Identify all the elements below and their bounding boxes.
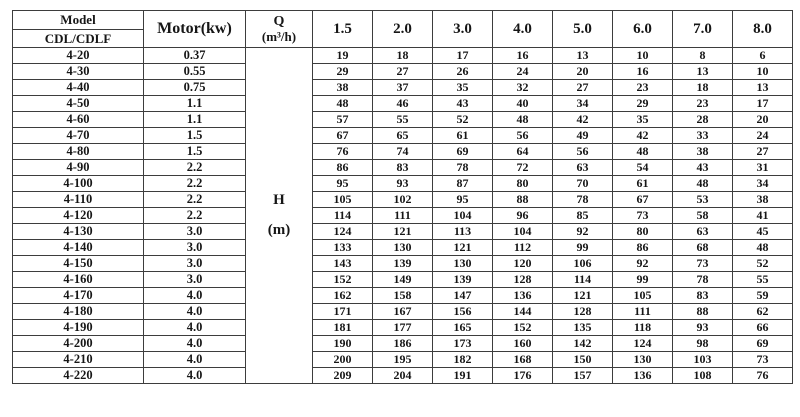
table-row (13, 224, 793, 240)
header-flow-5-0: 5.0 (553, 11, 613, 48)
header-row-top (13, 11, 793, 30)
head-value-cell: 32 (493, 80, 553, 96)
head-value-cell: 29 (613, 96, 673, 112)
head-value-cell: 62 (733, 304, 793, 320)
motor-cell: 1.5 (144, 144, 246, 160)
head-value-cell: 204 (373, 368, 433, 384)
head-value-cell: 111 (613, 304, 673, 320)
head-value-cell: 64 (493, 144, 553, 160)
motor-cell: 0.37 (144, 48, 246, 64)
model-cell: 4-180 (13, 304, 144, 320)
head-value-cell: 61 (613, 176, 673, 192)
head-value-cell: 43 (673, 160, 733, 176)
head-value-cell: 108 (673, 368, 733, 384)
head-value-cell: 69 (733, 336, 793, 352)
head-value-cell: 99 (613, 272, 673, 288)
head-value-cell: 92 (613, 256, 673, 272)
head-value-cell: 74 (373, 144, 433, 160)
head-value-cell: 55 (373, 112, 433, 128)
head-value-cell: 8 (673, 48, 733, 64)
head-value-cell: 162 (313, 288, 373, 304)
model-cell: 4-30 (13, 64, 144, 80)
head-value-cell: 63 (673, 224, 733, 240)
q-unit: (m³/h) (261, 28, 297, 44)
model-cell: 4-190 (13, 320, 144, 336)
head-value-cell: 29 (313, 64, 373, 80)
head-value-cell: 152 (313, 272, 373, 288)
model-cell: 4-200 (13, 336, 144, 352)
pump-performance-table (12, 10, 793, 384)
head-value-cell: 34 (733, 176, 793, 192)
table-row (13, 208, 793, 224)
head-value-cell: 6 (733, 48, 793, 64)
head-value-cell: 88 (493, 192, 553, 208)
table-row (13, 64, 793, 80)
head-value-cell: 43 (433, 96, 493, 112)
head-value-cell: 67 (313, 128, 373, 144)
head-value-cell: 118 (613, 320, 673, 336)
motor-cell: 4.0 (144, 336, 246, 352)
head-value-cell: 63 (553, 160, 613, 176)
head-value-cell: 200 (313, 352, 373, 368)
header-flow-3-0: 3.0 (433, 11, 493, 48)
q-symbol: Q (273, 14, 285, 30)
head-value-cell: 135 (553, 320, 613, 336)
model-cell: 4-120 (13, 208, 144, 224)
motor-cell: 1.1 (144, 112, 246, 128)
motor-cell: 3.0 (144, 224, 246, 240)
head-value-cell: 19 (313, 48, 373, 64)
head-value-cell: 130 (373, 240, 433, 256)
model-cell: 4-210 (13, 352, 144, 368)
head-value-cell: 88 (673, 304, 733, 320)
head-value-cell: 42 (553, 112, 613, 128)
head-value-cell: 18 (373, 48, 433, 64)
head-value-cell: 136 (493, 288, 553, 304)
head-value-cell: 78 (553, 192, 613, 208)
head-value-cell: 114 (553, 272, 613, 288)
head-value-cell: 124 (613, 336, 673, 352)
head-value-cell: 104 (493, 224, 553, 240)
head-value-cell: 173 (433, 336, 493, 352)
head-value-cell: 72 (493, 160, 553, 176)
model-cell: 4-150 (13, 256, 144, 272)
head-value-cell: 76 (313, 144, 373, 160)
head-value-cell: 96 (493, 208, 553, 224)
motor-cell: 0.55 (144, 64, 246, 80)
head-value-cell: 142 (553, 336, 613, 352)
head-value-cell: 93 (373, 176, 433, 192)
table-row (13, 336, 793, 352)
head-value-cell: 143 (313, 256, 373, 272)
header-flow-6-0: 6.0 (613, 11, 673, 48)
header-model-label: Model (13, 11, 144, 30)
head-value-cell: 121 (373, 224, 433, 240)
head-value-cell: 53 (673, 192, 733, 208)
motor-cell: 1.1 (144, 96, 246, 112)
table-row (13, 368, 793, 384)
motor-cell: 2.2 (144, 208, 246, 224)
header-flow-label (246, 11, 313, 48)
head-value-cell: 20 (553, 64, 613, 80)
head-value-cell: 80 (493, 176, 553, 192)
head-value-cell: 168 (493, 352, 553, 368)
head-value-cell: 114 (313, 208, 373, 224)
head-value-cell: 95 (313, 176, 373, 192)
head-value-cell: 209 (313, 368, 373, 384)
model-cell: 4-130 (13, 224, 144, 240)
head-value-cell: 139 (373, 256, 433, 272)
head-value-cell: 86 (313, 160, 373, 176)
head-symbol: H (273, 192, 285, 208)
head-value-cell: 76 (733, 368, 793, 384)
head-value-cell: 58 (673, 208, 733, 224)
head-value-cell: 41 (733, 208, 793, 224)
table-row (13, 128, 793, 144)
head-value-cell: 111 (373, 208, 433, 224)
motor-cell: 2.2 (144, 160, 246, 176)
head-value-cell: 46 (373, 96, 433, 112)
header-flow-2-0: 2.0 (373, 11, 433, 48)
head-value-cell: 104 (433, 208, 493, 224)
head-value-cell: 33 (673, 128, 733, 144)
head-value-cell: 190 (313, 336, 373, 352)
head-value-cell: 85 (553, 208, 613, 224)
head-value-cell: 45 (733, 224, 793, 240)
model-cell: 4-170 (13, 288, 144, 304)
table-row (13, 160, 793, 176)
table-row (13, 256, 793, 272)
head-value-cell: 128 (493, 272, 553, 288)
model-cell: 4-70 (13, 128, 144, 144)
model-cell: 4-220 (13, 368, 144, 384)
head-value-cell: 152 (493, 320, 553, 336)
motor-cell: 4.0 (144, 368, 246, 384)
head-value-cell: 38 (673, 144, 733, 160)
head-value-cell: 24 (733, 128, 793, 144)
head-value-cell: 139 (433, 272, 493, 288)
head-value-cell: 177 (373, 320, 433, 336)
motor-cell: 1.5 (144, 128, 246, 144)
motor-cell: 3.0 (144, 256, 246, 272)
model-cell: 4-160 (13, 272, 144, 288)
head-value-cell: 48 (673, 176, 733, 192)
head-value-cell: 121 (433, 240, 493, 256)
head-value-cell: 93 (673, 320, 733, 336)
head-value-cell: 38 (313, 80, 373, 96)
head-value-cell: 67 (613, 192, 673, 208)
model-cell: 4-140 (13, 240, 144, 256)
head-value-cell: 195 (373, 352, 433, 368)
head-value-cell: 171 (313, 304, 373, 320)
head-value-cell: 149 (373, 272, 433, 288)
table-row (13, 176, 793, 192)
head-value-cell: 10 (613, 48, 673, 64)
head-value-cell: 10 (733, 64, 793, 80)
model-cell: 4-80 (13, 144, 144, 160)
head-value-cell: 52 (733, 256, 793, 272)
head-value-cell: 17 (733, 96, 793, 112)
header-flow-1-5: 1.5 (313, 11, 373, 48)
head-value-cell: 48 (493, 112, 553, 128)
model-cell: 4-20 (13, 48, 144, 64)
motor-cell: 2.2 (144, 192, 246, 208)
head-value-cell: 61 (433, 128, 493, 144)
head-value-cell: 130 (613, 352, 673, 368)
head-value-cell: 13 (553, 48, 613, 64)
head-value-cell: 40 (493, 96, 553, 112)
head-value-cell: 95 (433, 192, 493, 208)
head-value-cell: 181 (313, 320, 373, 336)
head-value-cell: 136 (613, 368, 673, 384)
head-value-cell: 13 (733, 80, 793, 96)
table-body (13, 48, 793, 384)
head-value-cell: 26 (433, 64, 493, 80)
head-value-cell: 56 (493, 128, 553, 144)
head-value-cell: 130 (433, 256, 493, 272)
table-row (13, 320, 793, 336)
head-value-cell: 42 (613, 128, 673, 144)
head-value-cell: 191 (433, 368, 493, 384)
table-row (13, 96, 793, 112)
head-value-cell: 103 (673, 352, 733, 368)
header-series-label: CDL/CDLF (13, 30, 144, 48)
head-value-cell: 18 (673, 80, 733, 96)
table-row (13, 48, 793, 64)
head-value-cell: 186 (373, 336, 433, 352)
motor-cell: 2.2 (144, 176, 246, 192)
head-value-cell: 160 (493, 336, 553, 352)
head-value-cell: 73 (673, 256, 733, 272)
motor-cell: 4.0 (144, 288, 246, 304)
head-value-cell: 83 (673, 288, 733, 304)
head-value-cell: 112 (493, 240, 553, 256)
head-value-cell: 176 (493, 368, 553, 384)
head-value-cell: 49 (553, 128, 613, 144)
motor-cell: 0.75 (144, 80, 246, 96)
head-value-cell: 105 (313, 192, 373, 208)
head-value-cell: 78 (673, 272, 733, 288)
header-flow-8-0: 8.0 (733, 11, 793, 48)
head-value-cell: 70 (553, 176, 613, 192)
head-value-cell: 113 (433, 224, 493, 240)
head-value-cell: 182 (433, 352, 493, 368)
head-value-cell: 23 (613, 80, 673, 96)
head-value-cell: 99 (553, 240, 613, 256)
head-value-cell: 16 (613, 64, 673, 80)
head-value-cell: 98 (673, 336, 733, 352)
head-unit-cell (246, 48, 313, 384)
head-value-cell: 56 (553, 144, 613, 160)
model-cell: 4-60 (13, 112, 144, 128)
head-value-cell: 48 (313, 96, 373, 112)
head-value-cell: 65 (373, 128, 433, 144)
head-value-cell: 34 (553, 96, 613, 112)
head-value-cell: 35 (613, 112, 673, 128)
header-flow-4-0: 4.0 (493, 11, 553, 48)
head-value-cell: 106 (553, 256, 613, 272)
head-value-cell: 73 (613, 208, 673, 224)
head-value-cell: 147 (433, 288, 493, 304)
head-value-cell: 16 (493, 48, 553, 64)
model-cell: 4-90 (13, 160, 144, 176)
head-value-cell: 20 (733, 112, 793, 128)
head-value-cell: 158 (373, 288, 433, 304)
head-value-cell: 48 (613, 144, 673, 160)
head-value-cell: 121 (553, 288, 613, 304)
head-value-cell: 28 (673, 112, 733, 128)
table-row (13, 144, 793, 160)
head-value-cell: 87 (433, 176, 493, 192)
head-value-cell: 38 (733, 192, 793, 208)
table-row (13, 80, 793, 96)
head-value-cell: 133 (313, 240, 373, 256)
header-flow-7-0: 7.0 (673, 11, 733, 48)
motor-cell: 4.0 (144, 304, 246, 320)
head-value-cell: 128 (553, 304, 613, 320)
head-value-cell: 102 (373, 192, 433, 208)
table-row (13, 240, 793, 256)
table-row (13, 112, 793, 128)
head-value-cell: 105 (613, 288, 673, 304)
head-value-cell: 69 (433, 144, 493, 160)
head-value-cell: 48 (733, 240, 793, 256)
head-value-cell: 52 (433, 112, 493, 128)
head-value-cell: 68 (673, 240, 733, 256)
head-value-cell: 157 (553, 368, 613, 384)
model-cell: 4-40 (13, 80, 144, 96)
table-row (13, 192, 793, 208)
table-row (13, 272, 793, 288)
model-cell: 4-110 (13, 192, 144, 208)
head-value-cell: 92 (553, 224, 613, 240)
head-value-cell: 35 (433, 80, 493, 96)
head-value-cell: 27 (373, 64, 433, 80)
motor-cell: 4.0 (144, 320, 246, 336)
head-value-cell: 73 (733, 352, 793, 368)
head-value-cell: 80 (613, 224, 673, 240)
head-value-cell: 66 (733, 320, 793, 336)
head-value-cell: 78 (433, 160, 493, 176)
table-row (13, 304, 793, 320)
head-value-cell: 86 (613, 240, 673, 256)
model-cell: 4-50 (13, 96, 144, 112)
head-value-cell: 120 (493, 256, 553, 272)
head-value-cell: 54 (613, 160, 673, 176)
head-value-cell: 17 (433, 48, 493, 64)
table-row (13, 288, 793, 304)
head-value-cell: 13 (673, 64, 733, 80)
table-row (13, 352, 793, 368)
head-value-cell: 27 (733, 144, 793, 160)
head-value-cell: 37 (373, 80, 433, 96)
motor-cell: 4.0 (144, 352, 246, 368)
head-value-cell: 24 (493, 64, 553, 80)
head-value-cell: 156 (433, 304, 493, 320)
head-value-cell: 83 (373, 160, 433, 176)
head-value-cell: 165 (433, 320, 493, 336)
head-unit: (m) (267, 222, 291, 238)
head-value-cell: 27 (553, 80, 613, 96)
motor-cell: 3.0 (144, 240, 246, 256)
head-value-cell: 31 (733, 160, 793, 176)
motor-cell: 3.0 (144, 272, 246, 288)
head-value-cell: 144 (493, 304, 553, 320)
head-value-cell: 59 (733, 288, 793, 304)
head-value-cell: 150 (553, 352, 613, 368)
head-value-cell: 55 (733, 272, 793, 288)
header-motor-label: Motor(kw) (144, 11, 246, 48)
head-value-cell: 124 (313, 224, 373, 240)
head-value-cell: 167 (373, 304, 433, 320)
head-value-cell: 23 (673, 96, 733, 112)
model-cell: 4-100 (13, 176, 144, 192)
head-value-cell: 57 (313, 112, 373, 128)
